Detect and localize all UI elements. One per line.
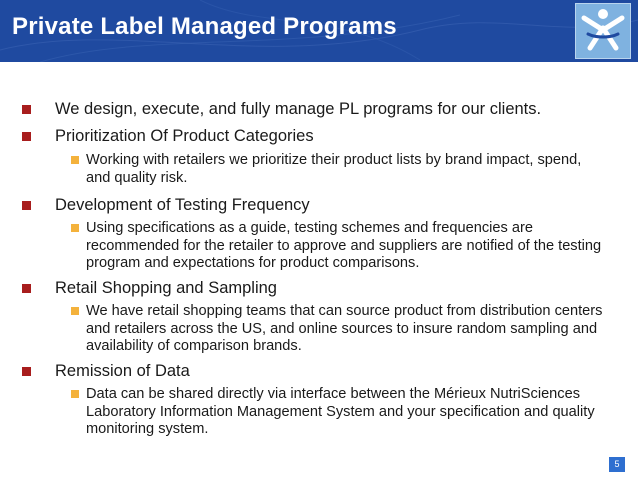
bullet-text: Development of Testing Frequency (55, 196, 310, 214)
bullet-square-icon (22, 367, 31, 376)
page-title: Private Label Managed Programs (12, 13, 397, 40)
bullet-square-icon (22, 284, 31, 293)
sub-bullet-text: Using specifications as a guide, testing schemes and frequencies are recommended for the retailer to approve and suppliers are notified of the testing program and expectations for product comparisons. (86, 220, 602, 271)
bullet-text: Retail Shopping and Sampling (55, 279, 277, 297)
sub-bullet-text: We have retail shopping teams that can source product from distribution centers and retailers across the US, and online sources to insure random sampling and availability of comparison brands. (86, 303, 603, 354)
title-bar (0, 0, 638, 62)
human-figure-logo-icon (575, 3, 631, 59)
bullet-text: We design, execute, and fully manage PL programs for our clients. (55, 100, 542, 118)
bullet-square-icon (22, 105, 31, 114)
sub-bullet-square-icon (71, 156, 79, 164)
bullet-square-icon (22, 132, 31, 141)
bullet-text: Prioritization Of Product Categories (55, 127, 314, 145)
sub-bullet-text: Data can be shared directly via interface between the Mérieux NutriSciences Laboratory Information Management System and your specification and quality monitoring system. (86, 386, 595, 437)
sub-bullet-square-icon (71, 390, 79, 398)
page-number-badge: 5 (609, 457, 625, 472)
sub-bullet-square-icon (71, 307, 79, 315)
bullet-square-icon (22, 201, 31, 210)
bullet-text: Remission of Data (55, 362, 190, 380)
sub-bullet-text: Working with retailers we prioritize their product lists by brand impact, spend, and quality risk. (86, 152, 582, 186)
sub-bullet-square-icon (71, 224, 79, 232)
